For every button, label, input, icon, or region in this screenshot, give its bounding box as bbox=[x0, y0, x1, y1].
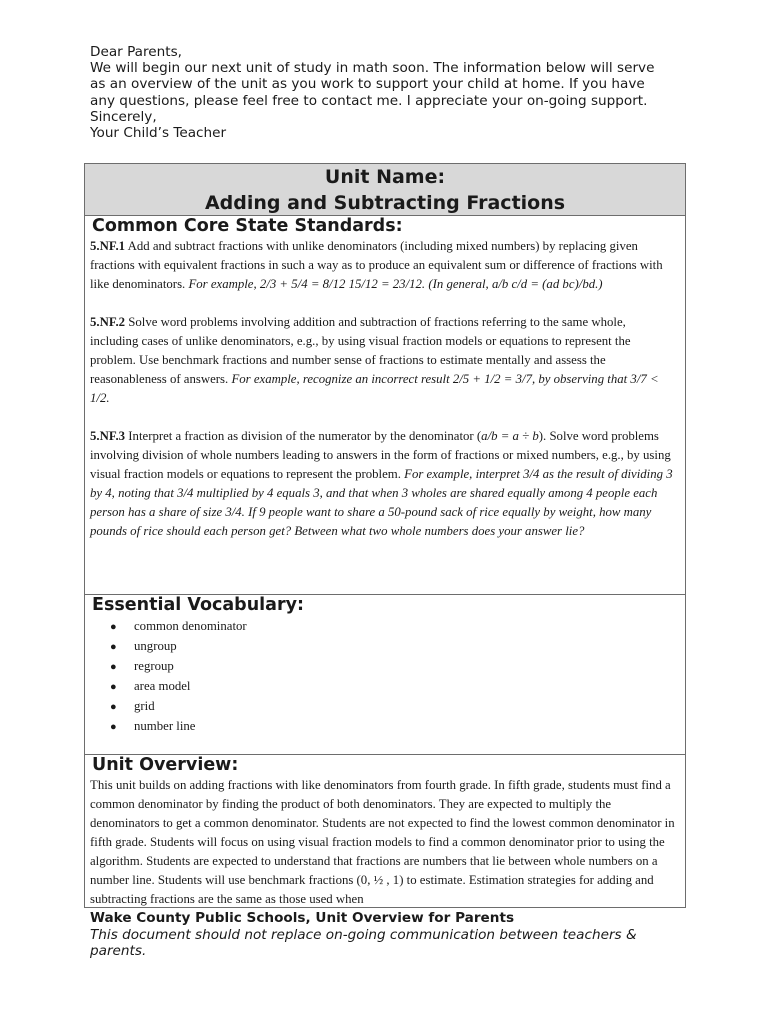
parent-letter bbox=[90, 44, 690, 141]
letter-line: any questions, please feel free to contact me. I appreciate your on-going support. bbox=[90, 92, 648, 109]
standards-title: Common Core State Standards: bbox=[92, 216, 403, 236]
bullet-icon: ● bbox=[110, 661, 117, 673]
letter-line: We will begin our next unit of study in math soon. The information below will serve bbox=[90, 60, 655, 77]
page-footer bbox=[90, 910, 690, 960]
standard-text: ). Solve word problems involving division of whole numbers leading to answers in the form of fractions or mixed numbers, e.g., by using visual fraction models or equations to represent the problem. bbox=[90, 429, 671, 481]
standard-item bbox=[90, 427, 677, 541]
unit-label: Unit Name: bbox=[324, 166, 446, 188]
letter-closing: Sincerely, bbox=[90, 108, 157, 125]
bullet-icon: ● bbox=[110, 701, 117, 713]
vocabulary-section bbox=[85, 595, 685, 755]
vocabulary-item: ● area model bbox=[110, 676, 685, 696]
vocabulary-item: ● grid bbox=[110, 696, 685, 716]
standard-item bbox=[90, 237, 677, 294]
standard-example: For example, 2/3 + 5/4 = 8/12 15/12 = 23/12. (In general, a/b c/d = (ad bc)/bd.) bbox=[188, 277, 603, 291]
bullet-icon: ● bbox=[110, 721, 117, 733]
vocabulary-list bbox=[90, 616, 685, 736]
letter-greeting: Dear Parents, bbox=[90, 44, 182, 60]
overview-title: Unit Overview: bbox=[92, 755, 239, 775]
footer-note: This document should not replace on-going communication between teachers & parents. bbox=[90, 926, 637, 959]
standard-item bbox=[90, 313, 677, 408]
vocabulary-item: ● ungroup bbox=[110, 636, 685, 656]
standard-code: 5.NF.2 bbox=[90, 315, 126, 329]
standard-text: Add and subtract fractions with unlike denominators (including mixed numbers) by replacing given fractions with equivalent fractions in such a way as to produce an equivalent sum or difference of fractions with like denominators. bbox=[90, 239, 663, 291]
letter-signature: Your Child’s Teacher bbox=[90, 125, 227, 142]
unit-header bbox=[85, 164, 685, 216]
standard-example: For example, interpret 3/4 as the result of dividing 3 by 4, noting that 3/4 multiplied by 4 equals 3, and that when 3 wholes are shared equally among 4 people each person has a share of size 3/4. If 9 people want to share a 50-pound sack of rice equally by weight, how many pounds of rice should each person get? Between what two whole numbers does your answer lie? bbox=[90, 467, 673, 538]
standards-section bbox=[85, 216, 685, 595]
vocabulary-item: ● common denominator bbox=[110, 616, 685, 636]
overview-text: This unit builds on adding fractions with like denominators from fourth grade. In fifth grade, students must find a common denominator by finding the product of both denominators. They are expected to multiply the denominators to get a common denominator. Students are not expected to find the lowest common denominator in fifth grade. Students will focus on using visual fraction models to find a common denominator prior to using the algorithm. Students are expected to understand that fractions are numbers that lie between whole numbers on a number line. Students will use benchmark fractions (0, ½ , 1) to estimate. Estimation strategies for adding and subtracting fractions are the same as those used when bbox=[90, 778, 675, 906]
standard-inline-example: a/b = a ÷ b bbox=[481, 429, 539, 443]
unit-name: Adding and Subtracting Fractions bbox=[204, 192, 566, 214]
overview-section bbox=[85, 755, 685, 907]
bullet-icon: ● bbox=[110, 681, 117, 693]
standard-text: Solve word problems involving addition and subtraction of fractions referring to the same whole, including cases of unlike denominators, e.g., by using visual fraction models or equations to represent the problem. Use benchmark fractions and number sense of fractions to estimate mentally and assess the reasonableness of answers. bbox=[90, 315, 631, 386]
standard-code: 5.NF.1 bbox=[90, 239, 126, 253]
vocabulary-item: ● number line bbox=[110, 716, 685, 736]
bullet-icon: ● bbox=[110, 641, 117, 653]
bullet-icon: ● bbox=[110, 621, 117, 633]
standard-example: For example, recognize an incorrect result 2/5 + 1/2 = 3/7, by observing that 3/7 < 1/2. bbox=[90, 372, 659, 405]
vocabulary-item: ● regroup bbox=[110, 656, 685, 676]
footer-title: Wake County Public Schools, Unit Overview for Parents bbox=[90, 910, 515, 926]
standard-code: 5.NF.3 bbox=[90, 429, 126, 443]
standard-text: Interpret a fraction as division of the numerator by the denominator ( bbox=[125, 429, 482, 443]
unit-table bbox=[84, 163, 686, 908]
vocabulary-title: Essential Vocabulary: bbox=[92, 595, 304, 615]
letter-line: as an overview of the unit as you work to support your child at home. If you have bbox=[90, 76, 645, 93]
